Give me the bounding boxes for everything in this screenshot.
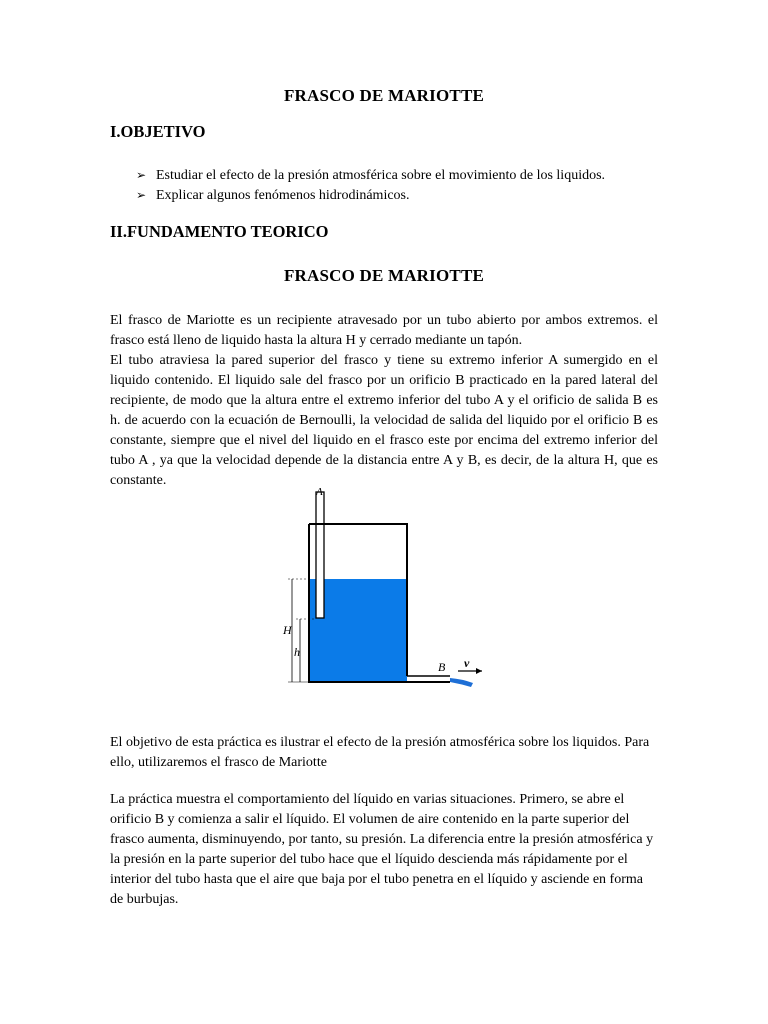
arrow-bullet-icon: ➢ — [136, 168, 147, 182]
label-h: h — [294, 645, 300, 659]
label-H: H — [283, 623, 292, 637]
label-b: B — [438, 660, 446, 674]
outlet-stream — [450, 678, 473, 687]
label-a: A — [316, 486, 323, 498]
list-item — [136, 165, 696, 185]
objective-list — [136, 165, 696, 205]
section-heading-objetivo: I.OBJETIVO — [110, 122, 206, 141]
velocity-arrowhead-icon — [476, 668, 482, 674]
arrow-bullet-icon: ➢ — [136, 188, 147, 202]
tube-a — [316, 492, 324, 618]
document-title: FRASCO DE MARIOTTE — [283, 86, 485, 105]
paragraph-objective: El objetivo de esta práctica es ilustrar el efecto de la presión atmosférica sobre los liquidos. Para ello, utilizaremos el frasco de Mariotte — [110, 735, 650, 770]
paragraph-description: El tubo atraviesa la pared superior del frasco y tiene su extremo inferior A sumergido en el liquido contenido. El liquido sale del frasco por un orificio B practicado en la pared lateral del recipiente, de modo que la altura entre el extremo inferior del tubo A y el orificio de salida B es h. de acuerdo con la ecuación de Bernoulli, la velocidad de salida del liquido por el orificio B es constante, siempre que el nivel del liquido en el frasco este por encima del extremo inferior del tubo A , ya que la velocidad depende de la distancia entre A y B, es decir, de la altura H, que es constante. — [110, 353, 658, 488]
section-heading-fundamento: II.FUNDAMENTO TEORICO — [110, 222, 329, 241]
paragraph-practice: La práctica muestra el comportamiento del líquido en varias situaciones. Primero, se abre el orificio B y comienza a salir el líquido. El volumen de aire contenido en la parte superior del frasco aumenta, disminuyendo, por tanto, su presión. La diferencia entre la presión atmosférica y la presión en la parte superior del tubo hace que el líquido descienda más rápidamente por el interior del tubo hasta que el aire que baja por el tubo penetra en el líquido y asciende en forma de burbujas. — [110, 792, 654, 907]
list-item — [136, 185, 696, 205]
list-item-text: Explicar algunos fenómenos hidrodinámicos. — [156, 188, 410, 203]
paragraph-intro: El frasco de Mariotte es un recipiente atravesado por un tubo abierto por ambos extremos. el frasco está lleno de liquido hasta la altura H y cerrado mediante un tapón. — [110, 313, 658, 348]
list-item-text: Estudiar el efecto de la presión atmosférica sobre el movimiento de los liquidos. — [156, 168, 606, 183]
section-subtitle: FRASCO DE MARIOTTE — [283, 266, 485, 285]
mariotte-flask-diagram — [280, 484, 490, 699]
label-v: v — [464, 656, 470, 670]
